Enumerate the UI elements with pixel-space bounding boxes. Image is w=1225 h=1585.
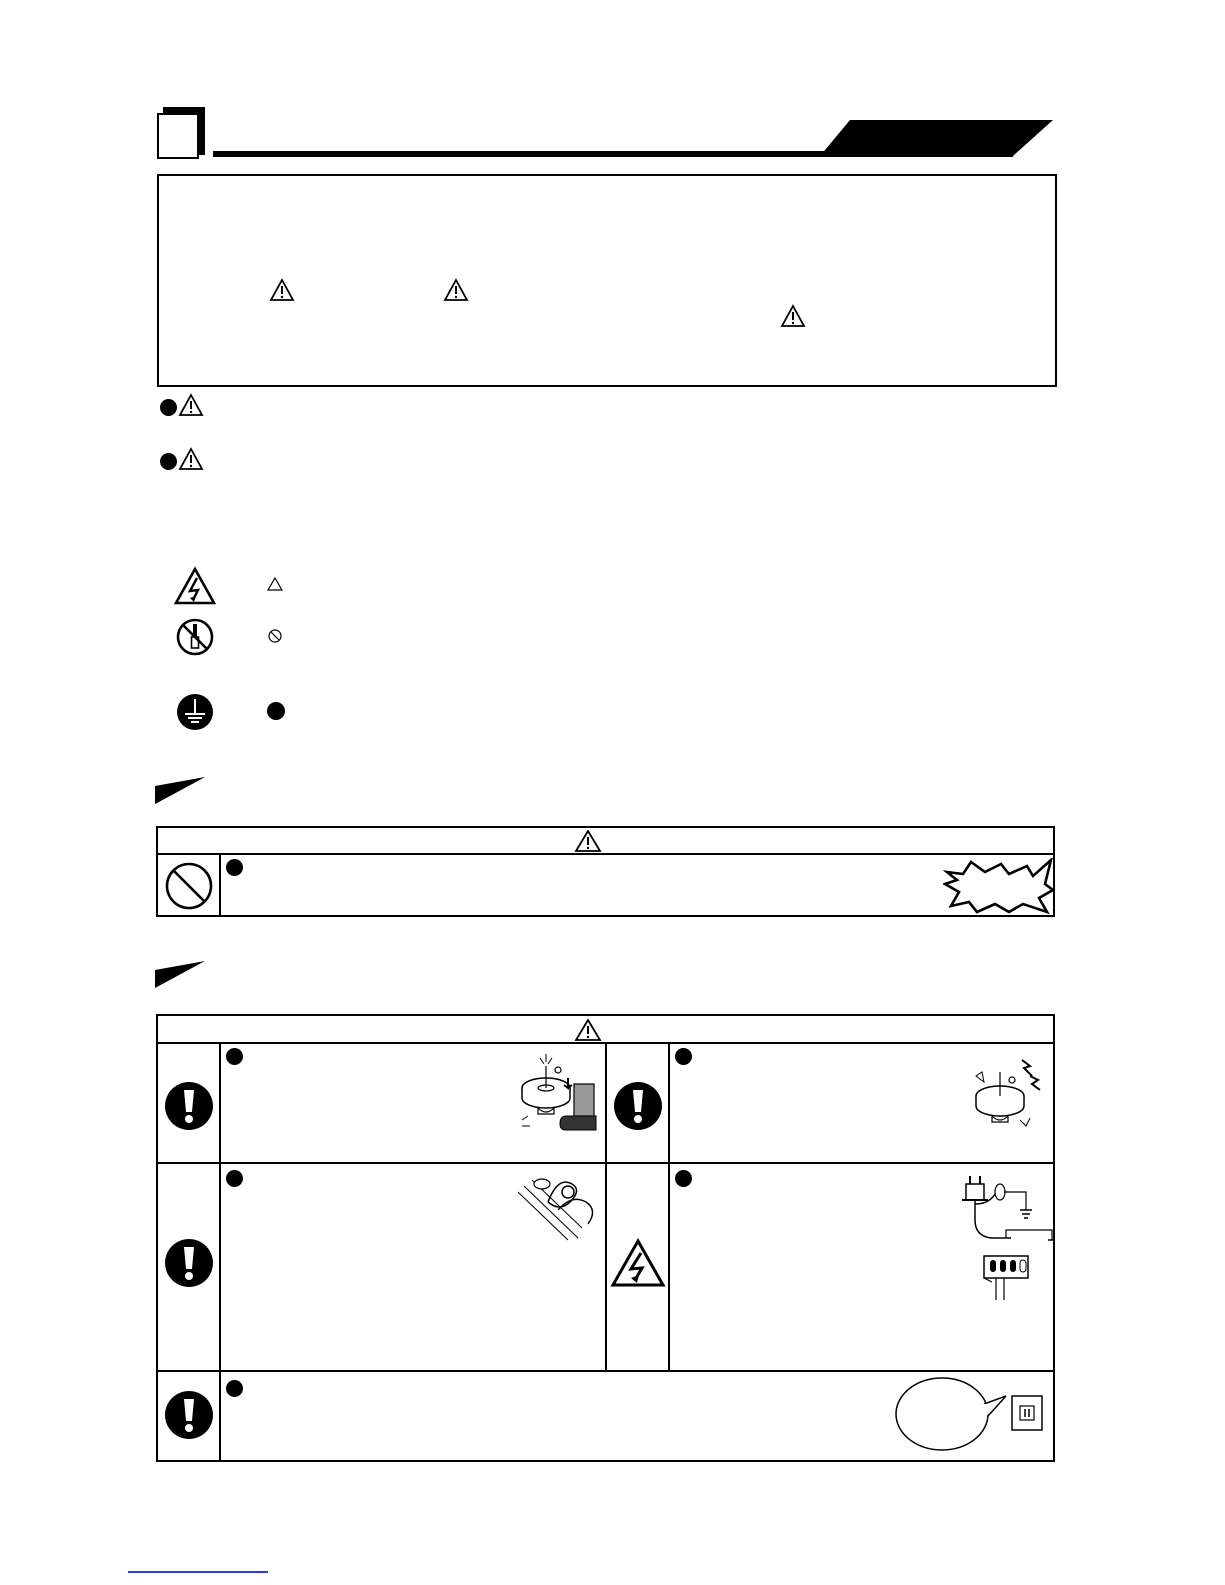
no-disassembly-icon xyxy=(175,617,215,657)
electric-shock-warning-icon xyxy=(173,566,217,606)
cell-bullet xyxy=(226,1170,243,1187)
header-banner xyxy=(815,118,1055,158)
prohibition-marker xyxy=(267,628,283,644)
triangle-marker xyxy=(266,576,284,592)
warning-triangle-icon xyxy=(574,830,602,852)
table-column-divider xyxy=(668,1042,670,1372)
warning-triangle-icon xyxy=(443,278,469,302)
mandatory-action-icon xyxy=(164,1390,214,1440)
intro-notice-box xyxy=(157,174,1057,387)
warning-triangle-icon xyxy=(269,278,295,302)
cell-bullet xyxy=(226,1380,243,1397)
section2-table xyxy=(156,1014,1055,1462)
grounding-plug-illustration xyxy=(948,1174,1054,1310)
section1-tab xyxy=(155,777,207,805)
explosion-burst-illustration xyxy=(943,858,1055,916)
warning-triangle-icon xyxy=(574,1019,602,1041)
prohibition-icon xyxy=(164,859,214,913)
table-column-divider xyxy=(219,853,221,917)
footer-link-underline[interactable] xyxy=(128,1571,268,1573)
outlet-speech-bubble-illustration xyxy=(894,1374,1050,1454)
cell-bullet xyxy=(675,1048,692,1065)
appliance-drop-foot-illustration xyxy=(518,1050,602,1134)
electric-shock-warning-icon xyxy=(610,1238,666,1288)
section1-table xyxy=(156,826,1055,917)
mandatory-action-icon xyxy=(164,1238,214,1288)
row-bullet xyxy=(226,859,243,876)
warning-triangle-icon xyxy=(178,393,204,417)
mandatory-action-icon xyxy=(613,1081,663,1131)
table-header-divider xyxy=(158,853,1053,855)
appliance-shock-illustration xyxy=(970,1056,1050,1136)
mandatory-marker xyxy=(267,702,285,720)
warning-triangle-icon xyxy=(780,304,806,328)
ground-connection-icon xyxy=(175,692,215,732)
table-column-divider xyxy=(605,1042,607,1372)
cell-bullet xyxy=(226,1048,243,1065)
cell-bullet xyxy=(675,1170,692,1187)
mandatory-action-icon xyxy=(164,1081,214,1131)
section2-tab xyxy=(155,961,207,989)
warning-triangle-icon xyxy=(178,447,204,471)
cord-pinched-illustration xyxy=(518,1172,602,1244)
table-column-divider xyxy=(219,1042,221,1462)
